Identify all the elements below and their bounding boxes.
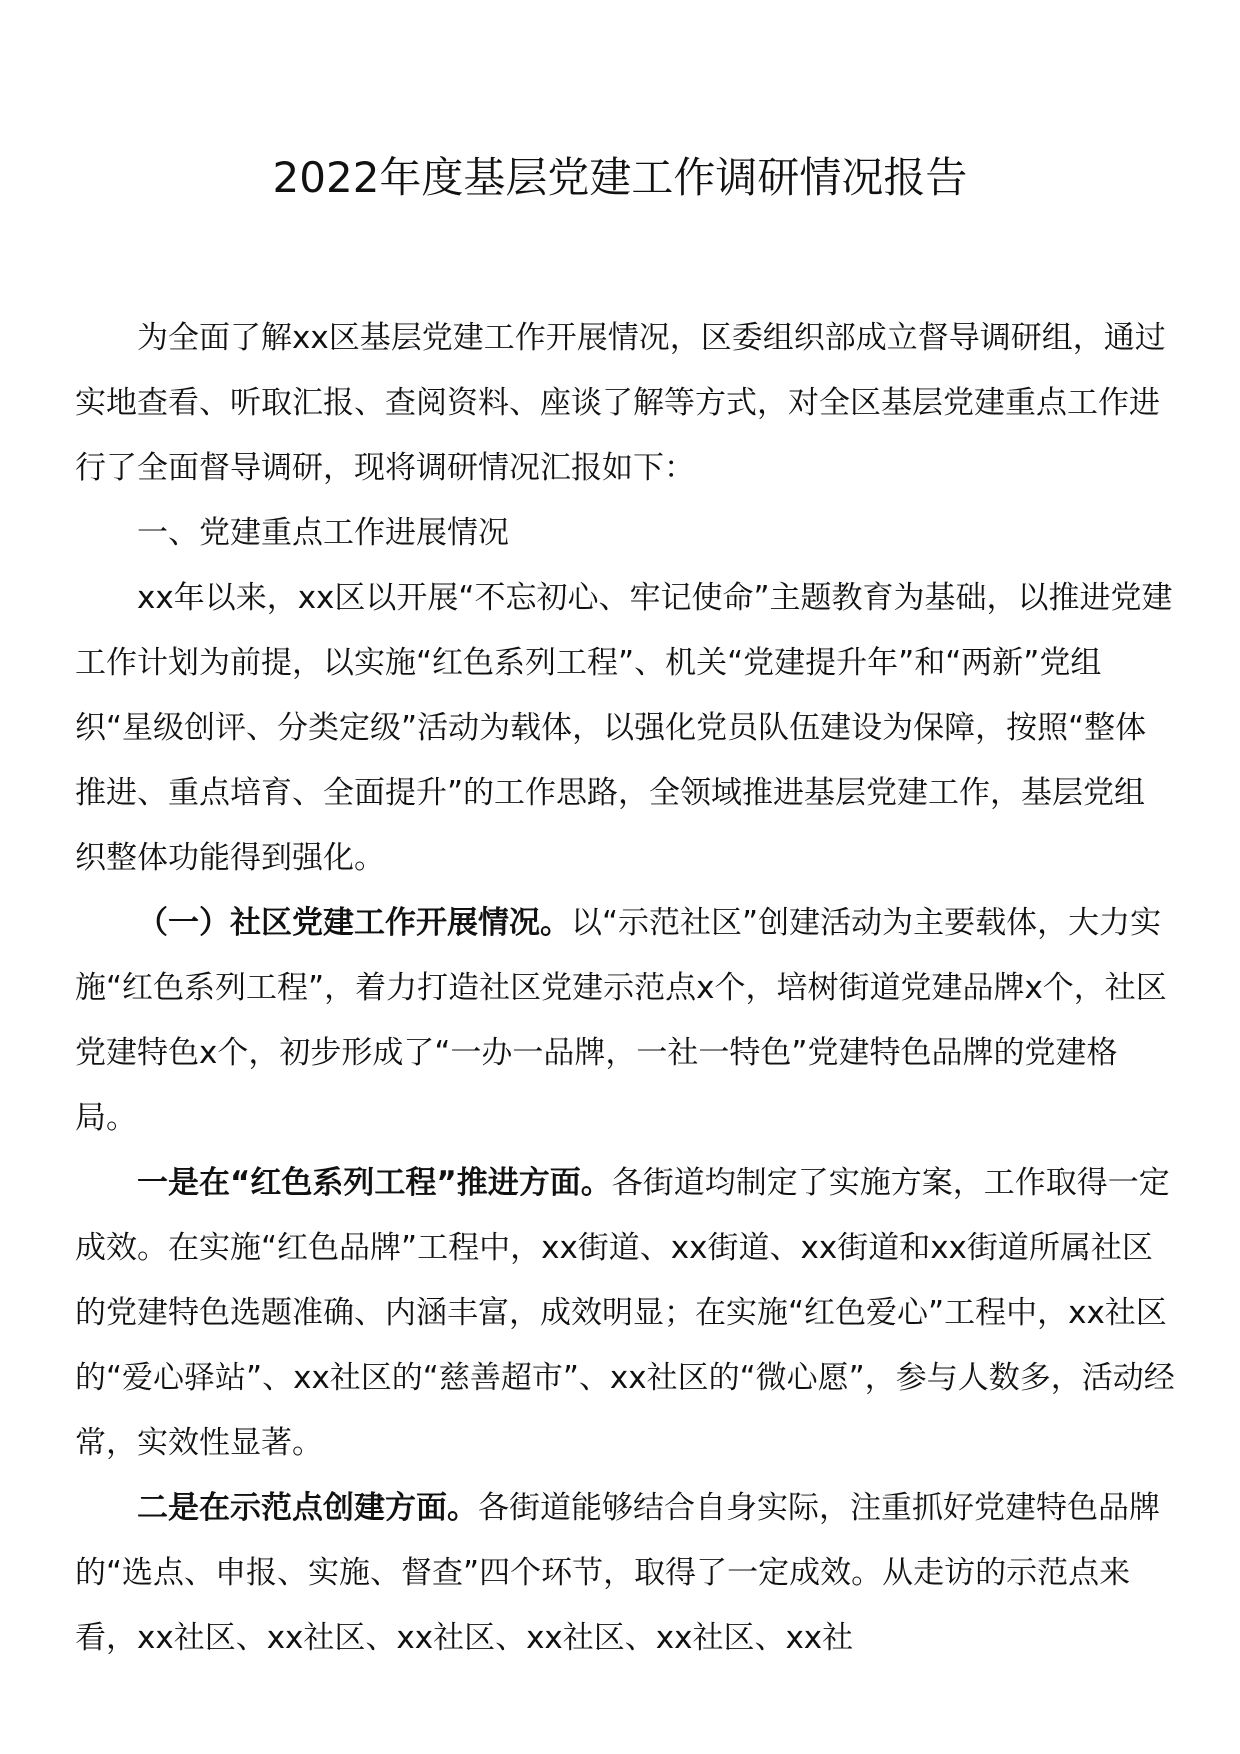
community-text: 以“示范社区”创建活动为主要载体，大力实施“红色系列工程”，着力打造社区党建示范点x个，培树街道党建品牌x个，社区党建特色x个，初步形成了“一办一品牌，一社一特色”党建特色品牌的党建格局。: [75, 905, 1167, 1136]
red-series-lead: 一是在“红色系列工程”推进方面。: [137, 1165, 612, 1201]
demo-site-text: 各街道能够结合自身实际，注重抓好党建特色品牌的“选点、申报、实施、督查”四个环节，取得了一定成效。从走访的示范点来看，xx社区、xx社区、xx社区、xx社区、xx社区、xx社: [75, 1490, 1160, 1656]
demo-site-paragraph: [75, 1476, 1175, 1671]
demo-site-lead: 二是在示范点创建方面。: [137, 1490, 478, 1526]
community-lead: （一）社区党建工作开展情况。: [137, 905, 571, 941]
community-paragraph: [75, 891, 1175, 1151]
red-series-paragraph: [75, 1151, 1175, 1476]
section-heading-text: 一、党建重点工作进展情况: [137, 515, 509, 551]
intro-paragraph: [75, 306, 1175, 501]
overview-paragraph: [75, 566, 1175, 891]
red-series-text: 各街道均制定了实施方案，工作取得一定成效。在实施“红色品牌”工程中，xx街道、xx街道、xx街道和xx街道所属社区的党建特色选题准确、内涵丰富，成效明显；在实施“红色爱心”工程中，xx社区的“爱心驿站”、xx社区的“慈善超市”、xx社区的“微心愿”，参与人数多，活动经常，实效性显著。: [75, 1165, 1175, 1461]
overview-text: xx年以来，xx区以开展“不忘初心、牢记使命”主题教育为基础，以推进党建工作计划为前提，以实施“红色系列工程”、机关“党建提升年”和“两新”党组织“星级创评、分类定级”活动为载体，以强化党员队伍建设为保障，按照“整体推进、重点培育、全面提升”的工作思路，全领域推进基层党建工作，基层党组织整体功能得到强化。: [75, 580, 1173, 876]
document-title: 2022年度基层党建工作调研情况报告: [272, 153, 968, 203]
document-body: [75, 306, 1175, 1671]
intro-text: 为全面了解xx区基层党建工作开展情况，区委组织部成立督导调研组，通过实地查看、听取汇报、查阅资料、座谈了解等方式，对全区基层党建重点工作进行了全面督导调研，现将调研情况汇报如下：: [75, 320, 1166, 486]
section-heading: [75, 501, 1175, 566]
